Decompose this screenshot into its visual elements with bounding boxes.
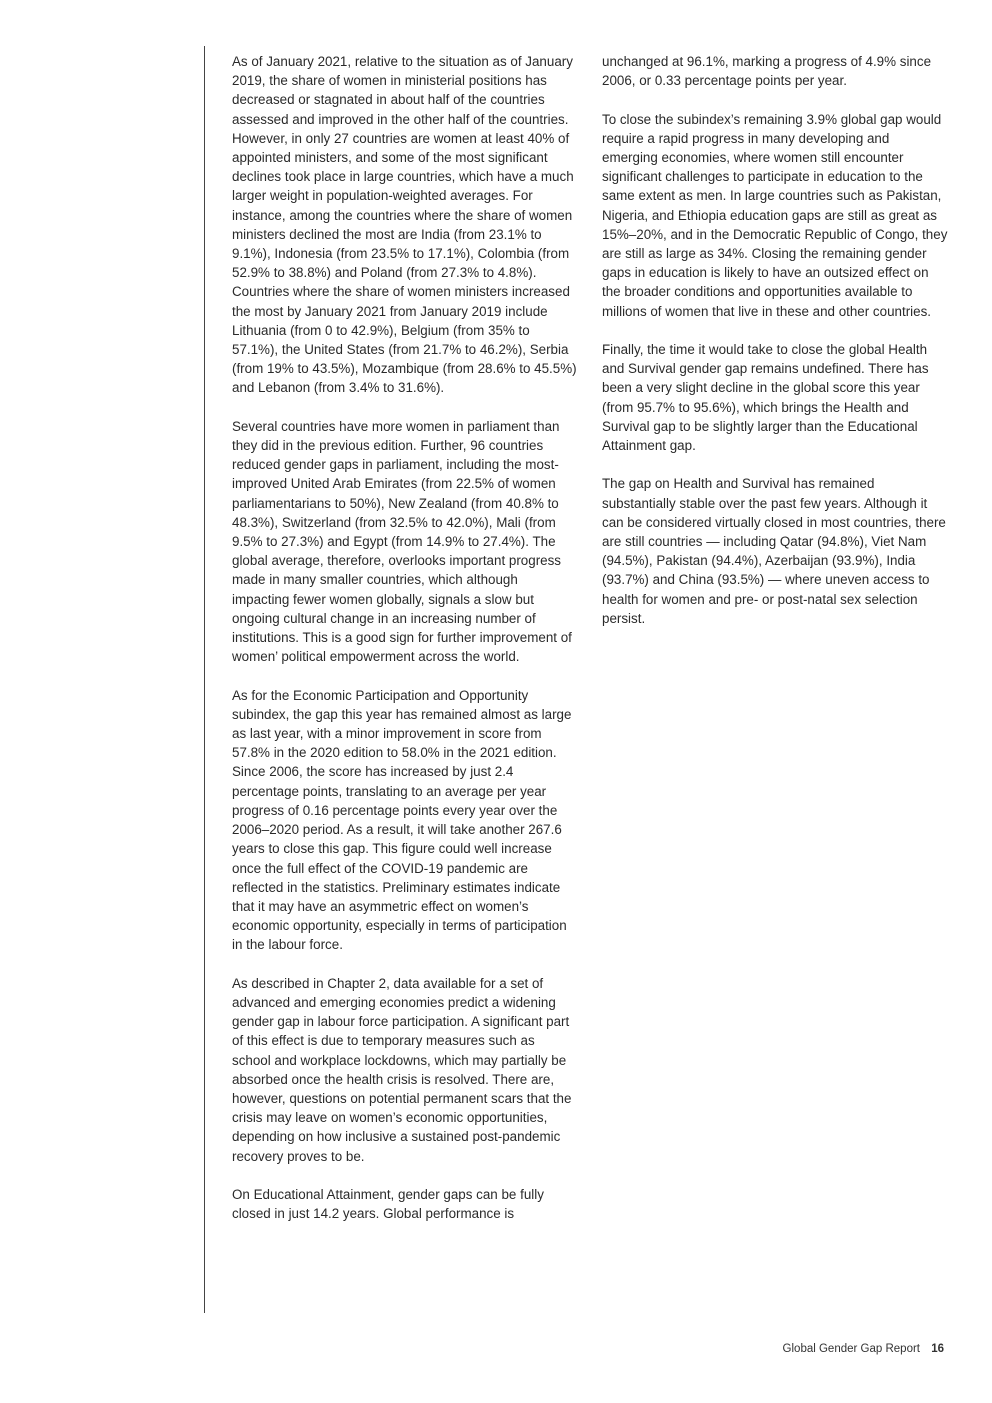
paragraph-health-stable: The gap on Health and Survival has remained substantially stable over the past few years. Although it can be considered virtually closed in most countries, there are still countries — including Qatar (94.8%), Viet Nam (94.5%), Pakistan (94.4%), Azerbaijan (93.9%), India (93.7%) and China (93.5%) — where uneven access to health for women and pre- or post-natal sex selection persist. <box>602 476 946 626</box>
paragraph-parliament: Several countries have more women in parliament than they did in the previous edition. Further, 96 countries reduced gender gaps in parliament, including the most-improved United Arab Emirates (from 22.5% of women parliamentarians to 50%), New Zealand (from 40.8% to 48.3%), Switzerland (from 32.5% to 42.0%), Mali (from 9.5% to 27.3%) and Egypt (from 14.9% to 27.4%). The global average, therefore, overlooks important progress made in many smaller countries, which although impacting fewer women globally, signals a slow but ongoing cultural change in an increasing number of institutions. This is a good sign for further improvement of women’ political empowerment across the world. <box>232 418 572 665</box>
left-text-column <box>232 52 577 1243</box>
paragraph-economic-participation: As for the Economic Participation and Opportunity subindex, the gap this year has remained almost as large as last year, with a minor improvement in score from 57.8% in the 2020 edition to 58.0% in the 2021 edition. Since 2006, the score has increased by just 2.4 percentage points, translating to an average per year progress of 0.16 percentage points every year over the 2006–2020 period. As a result, it will take another 267.6 years to close this gap. This figure could well increase once the full effect of the COVID-19 pandemic are reflected in the statistics. Preliminary estimates indicate that it may have an asymmetric effect on women’s economic opportunity, especially in terms of participation in the labour force. <box>232 687 572 953</box>
paragraph-labour-force: As described in Chapter 2, data available for a set of advanced and emerging economies predict a widening gender gap in labour force participation. A significant part of this effect is due to temporary measures such as school and workplace lockdowns, which may partially be absorbed once the health crisis is resolved. There are, however, questions on potential permanent scars that the crisis may leave on women’s economic opportunities, depending on how inclusive a sustained post-pandemic recovery proves to be. <box>232 975 572 1164</box>
paragraph-education-continued: unchanged at 96.1%, marking a progress of 4.9% since 2006, or 0.33 percentage points per year. <box>602 54 932 89</box>
footer-report-title: Global Gender Gap Report <box>782 1343 920 1355</box>
column-divider-rule <box>204 46 205 1313</box>
page-number: 16 <box>931 1343 944 1355</box>
paragraph-health-survival: Finally, the time it would take to close the global Health and Survival gender gap remains undefined. There has been a very slight decline in the global score this year (from 95.7% to 95.6%), which brings the Health and Survival gap to be slightly larger than the Educational Attainment gap. <box>602 342 929 454</box>
paragraph-ministerial-positions: As of January 2021, relative to the situation as of January 2019, the share of women in ministerial positions has decreased or stagnated in about half of the countries assessed and improved in the other half of the countries. However, in only 27 countries are women at least 40% of appointed ministers, and some of the most significant declines took place in large countries, which have a much larger weight in population-weighted averages. For instance, among the countries where the share of women ministers declined the most are India (from 23.1% to 9.1%), Indonesia (from 23.5% to 17.1%), Colombia (from 52.9% to 38.8%) and Poland (from 27.3% to 4.8%). Countries where the share of women ministers increased the most by January 2021 from January 2019 include Lithuania (from 0 to 42.9%), Belgium (from 35% to 57.1%), the United States (from 21.7% to 46.2%), Serbia (from 19% to 43.5%), Mozambique (from 28.6% to 45.5%) and Lebanon (from 3.4% to 31.6%). <box>232 54 577 396</box>
right-text-column <box>602 52 948 647</box>
paragraph-educational-attainment: On Educational Attainment, gender gaps can be fully closed in just 14.2 years. Global performance is <box>232 1186 544 1222</box>
page-footer <box>783 1343 944 1355</box>
paragraph-education-gap: To close the subindex’s remaining 3.9% global gap would require a rapid progress in many developing and emerging economies, where women still encounter significant challenges to participate in education to the same extent as men. In large countries such as Pakistan, Nigeria, and Ethiopia education gaps are still as great as 15%–20%, and in the Democratic Republic of Congo, they are still as large as 34%. Closing the remaining gender gaps in education is likely to have an outsized effect on the broader conditions and opportunities available to millions of women that live in these and other countries. <box>602 111 948 319</box>
